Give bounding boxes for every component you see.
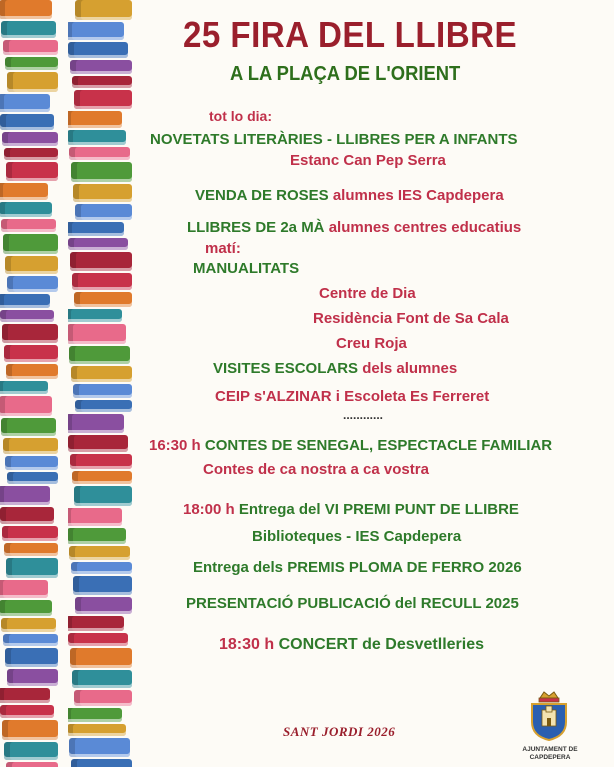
book-spine [70,252,132,271]
poster-title: 25 FIRA DEL LLIBRE [183,14,518,55]
book-spine [4,148,58,160]
book-spine [70,648,132,668]
book-spine [7,276,58,292]
book-spine [4,345,58,362]
host-creu-roja: Creu Roja [336,335,407,352]
book-spine [3,40,58,55]
book-spine [70,60,132,74]
book-spine [68,724,126,736]
book-spine [68,414,124,433]
book-spine [68,324,126,344]
book-spine [68,42,128,58]
book-spine [5,256,58,274]
book-spine [75,0,132,20]
event-concert-band: Desvetlleries [385,636,484,653]
book-spine [0,202,52,217]
book-spine [0,396,52,416]
book-spine [69,546,130,560]
book-spine [0,294,50,308]
book-spine [74,90,132,109]
event-contes-subtitle: Contes de ca nostra a ca vostra [203,461,429,478]
book-spine [75,204,132,220]
book-spine [0,580,48,598]
book-spine [0,114,54,130]
event-novetats: NOVETATS LITERÀRIES - LLIBRES PER A INFANTS [150,131,518,148]
book-spine [70,454,132,469]
book-spine [73,184,132,202]
book-spine [0,0,52,19]
event-contes [149,437,552,454]
book-spine [7,72,58,92]
event-premi-title: Entrega del VI PREMI PUNT DE LLIBRE [238,501,519,518]
event-concert-time: 18:30 h [219,636,279,653]
book-spine [68,633,128,646]
book-spine [2,720,58,740]
host-residencia: Residència Font de Sa Cala [313,310,509,327]
book-spine [72,471,132,484]
book-spine [0,310,54,322]
event-ploma: Entrega dels PREMIS PLOMA DE FERRO 2026 [193,559,522,576]
host-centre-dia: Centre de Dia [319,285,416,302]
book-spine [1,219,56,232]
book-spine [6,762,58,767]
capdepera-crest-icon [526,690,572,742]
event-concert [219,636,484,654]
book-spine [71,366,132,382]
book-spine [75,597,132,614]
book-stack-middle [68,0,134,767]
event-premi-host: Biblioteques - IES Capdepera [252,528,462,545]
event-presentacio: PRESENTACIÓ PUBLICACIÓ del RECULL 2025 [186,595,519,612]
book-spine [68,708,122,722]
book-spine [68,508,122,526]
event-llibres-host: alumnes centres educatius [328,219,522,236]
book-spine [6,364,58,379]
book-spine [68,22,124,40]
morning-label: matí: [205,240,241,257]
event-llibres-title: LLIBRES DE 2a MÀ [187,219,329,236]
book-spine [1,418,56,436]
book-spine [2,526,58,541]
book-spine [74,292,132,307]
book-spine [72,670,132,688]
book-spine [6,558,58,578]
book-spine [68,616,124,631]
event-llibres [187,219,521,236]
book-spine [73,384,132,398]
book-spine [69,738,130,757]
book-spine [68,309,122,322]
separator-dots: ............ [343,408,384,422]
book-spine [71,759,132,767]
book-spine [0,688,50,703]
book-spine [68,238,128,250]
book-spine [75,400,132,412]
event-premi-time: 18:00 h [183,501,239,518]
book-spine [68,222,124,236]
event-visites-title: VISITES ESCOLARS [213,360,363,377]
book-spine [68,435,128,452]
book-spine [0,507,54,524]
book-spine [68,130,126,145]
event-manualitats: MANUALITATS [193,260,300,277]
book-spine [5,456,58,470]
event-contes-time: 16:30 h [149,437,205,454]
book-spine [1,21,56,38]
book-spine [7,472,58,484]
book-spine [3,438,58,454]
book-spine [71,562,132,574]
book-spine [72,273,132,290]
poster-subtitle: A LA PLAÇA DE L'ORIENT [230,63,461,85]
book-spine [0,183,48,200]
event-visites [213,360,457,377]
book-spine [0,486,50,505]
book-spine [68,528,126,544]
book-spine [69,147,130,160]
book-spine [73,576,132,595]
book-spine [4,543,58,556]
event-visites-schools: CEIP s'ALZINAR i Escoleta Es Ferreret [215,388,490,405]
book-stack-left [0,0,60,767]
book-spine [69,346,130,364]
all-day-label: tot lo dia: [209,108,272,124]
event-concert-title: CONCERT de [278,636,386,653]
book-spine [71,162,132,182]
book-spine [0,600,52,616]
book-spine [2,132,58,146]
event-novetats-host: Estanc Can Pep Serra [290,152,446,169]
book-spine [4,742,58,760]
ajuntament-label: AJUNTAMENT DE CAPDEPERA [522,746,578,761]
book-spine [0,705,54,718]
book-spine [5,57,58,70]
book-spine [1,618,56,632]
event-roses [195,187,504,204]
book-spine [68,111,122,128]
book-spine [3,634,58,646]
book-spine [5,648,58,667]
sant-jordi-footer: SANT JORDI 2026 [283,724,396,739]
book-spine [3,234,58,254]
event-roses-title: VENDA DE ROSES [195,187,333,204]
book-spine [6,162,58,181]
book-spine [72,76,132,88]
book-spine [0,381,48,394]
book-spine [7,669,58,686]
book-spine [0,94,50,112]
event-contes-title: CONTES DE SENEGAL, ESPECTACLE FAMILIAR [204,437,553,454]
event-visites-host: dels alumnes [362,360,458,377]
event-roses-host: alumnes IES Capdepera [332,187,504,204]
book-spine [2,324,58,343]
book-spine [74,486,132,506]
book-spine [74,690,132,706]
event-premi [183,501,519,518]
